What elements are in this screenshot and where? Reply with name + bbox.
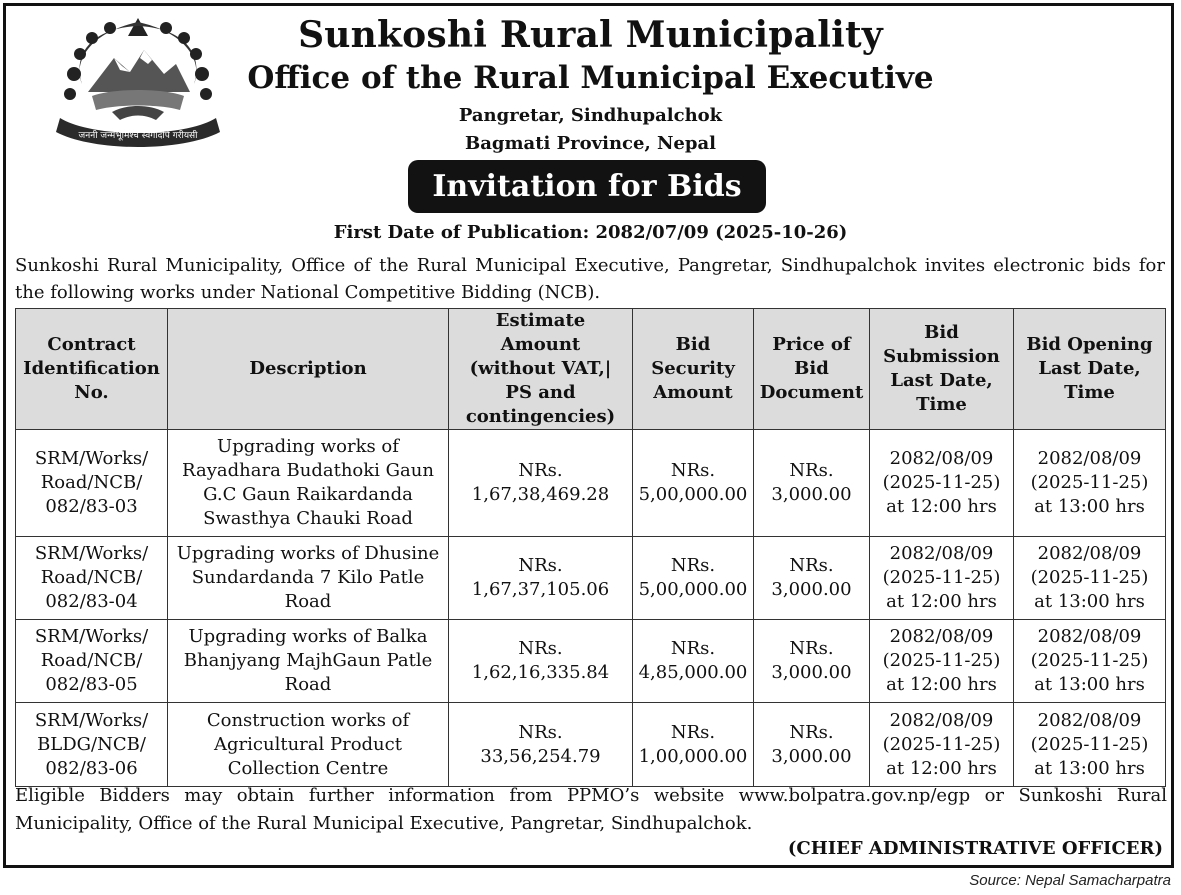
further-info-paragraph: Eligible Bidders may obtain further information from PPMO’s website www.bolpatra.gov.np/egp or Sunkoshi Rural Municipality, Office of the Rural Municipal Executive, Pangretar, Sindhupalchok. [15, 785, 1167, 834]
cell-estimate: NRs. 1,67,37,105.06 [449, 537, 633, 620]
notice-title: Invitation for Bids [432, 169, 742, 204]
cell-description: Upgrading works of Balka Bhanjyang MajhGaun Patle Road [168, 620, 449, 703]
address-line-2: Bagmati Province, Nepal [465, 133, 716, 154]
table-row [16, 703, 1166, 787]
table-row [16, 537, 1166, 620]
col-header-estimate: Estimate Amount (without VAT,| PS and contingencies) [449, 309, 633, 430]
cell-bid-security: NRs. 4,85,000.00 [633, 620, 754, 703]
cell-doc-price: NRs. 3,000.00 [754, 703, 870, 787]
table-header-row [16, 309, 1166, 430]
cell-submission: 2082/08/09 (2025-11-25) at 12:00 hrs [870, 703, 1014, 787]
cell-estimate: NRs. 1,62,16,335.84 [449, 620, 633, 703]
org-name: Sunkoshi Rural Municipality [298, 14, 883, 56]
bids-table [15, 308, 1166, 787]
cell-submission: 2082/08/09 (2025-11-25) at 12:00 hrs [870, 537, 1014, 620]
cell-contract-id: SRM/Works/ Road/NCB/ 082/83-03 [16, 430, 168, 537]
col-header-contract-id: Contract Identification No. [16, 309, 168, 430]
cell-description: Construction works of Agricultural Product Collection Centre [168, 703, 449, 787]
cell-doc-price: NRs. 3,000.00 [754, 620, 870, 703]
col-header-bid-security: Bid Security Amount [633, 309, 754, 430]
intro-paragraph: Sunkoshi Rural Municipality, Office of the Rural Municipal Executive, Pangretar, Sindhupalchok invites electronic bids for the following works under National Competitive Bidding (NCB). [15, 255, 1165, 303]
col-header-doc-price: Price of Bid Document [754, 309, 870, 430]
emblem-motto: जननी जन्मभूमिश्च स्वर्गादपि गरीयसी [78, 131, 198, 141]
cell-bid-security: NRs. 1,00,000.00 [633, 703, 754, 787]
cell-opening: 2082/08/09 (2025-11-25) at 13:00 hrs [1014, 430, 1166, 537]
cell-bid-security: NRs. 5,00,000.00 [633, 430, 754, 537]
table-row [16, 430, 1166, 537]
col-header-opening: Bid Opening Last Date, Time [1014, 309, 1166, 430]
publication-date: First Date of Publication: 2082/07/09 (2025-10-26) [333, 222, 848, 243]
cell-opening: 2082/08/09 (2025-11-25) at 13:00 hrs [1014, 620, 1166, 703]
cell-opening: 2082/08/09 (2025-11-25) at 13:00 hrs [1014, 537, 1166, 620]
cell-description: Upgrading works of Dhusine Sundardanda 7 Kilo Patle Road [168, 537, 449, 620]
col-header-submission: Bid Submission Last Date, Time [870, 309, 1014, 430]
cell-contract-id: SRM/Works/ Road/NCB/ 082/83-05 [16, 620, 168, 703]
cell-submission: 2082/08/09 (2025-11-25) at 12:00 hrs [870, 620, 1014, 703]
cell-opening: 2082/08/09 (2025-11-25) at 13:00 hrs [1014, 703, 1166, 787]
source-credit: Source: Nepal Samacharpatra [969, 872, 1171, 889]
cell-bid-security: NRs. 5,00,000.00 [633, 537, 754, 620]
cell-contract-id: SRM/Works/ BLDG/NCB/ 082/83-06 [16, 703, 168, 787]
address-line-1: Pangretar, Sindhupalchok [458, 105, 723, 126]
cell-estimate: NRs. 1,67,38,469.28 [449, 430, 633, 537]
cell-estimate: NRs. 33,56,254.79 [449, 703, 633, 787]
col-header-description: Description [168, 309, 449, 430]
signoff: (CHIEF ADMINISTRATIVE OFFICER) [787, 838, 1163, 859]
office-name: Office of the Rural Municipal Executive [247, 60, 934, 96]
cell-doc-price: NRs. 3,000.00 [754, 537, 870, 620]
notice-title-banner [408, 160, 766, 213]
cell-submission: 2082/08/09 (2025-11-25) at 12:00 hrs [870, 430, 1014, 537]
cell-contract-id: SRM/Works/ Road/NCB/ 082/83-04 [16, 537, 168, 620]
table-row [16, 620, 1166, 703]
cell-description: Upgrading works of Rayadhara Budathoki Gaun G.C Gaun Raikardanda Swasthya Chauki Road [168, 430, 449, 537]
cell-doc-price: NRs. 3,000.00 [754, 430, 870, 537]
